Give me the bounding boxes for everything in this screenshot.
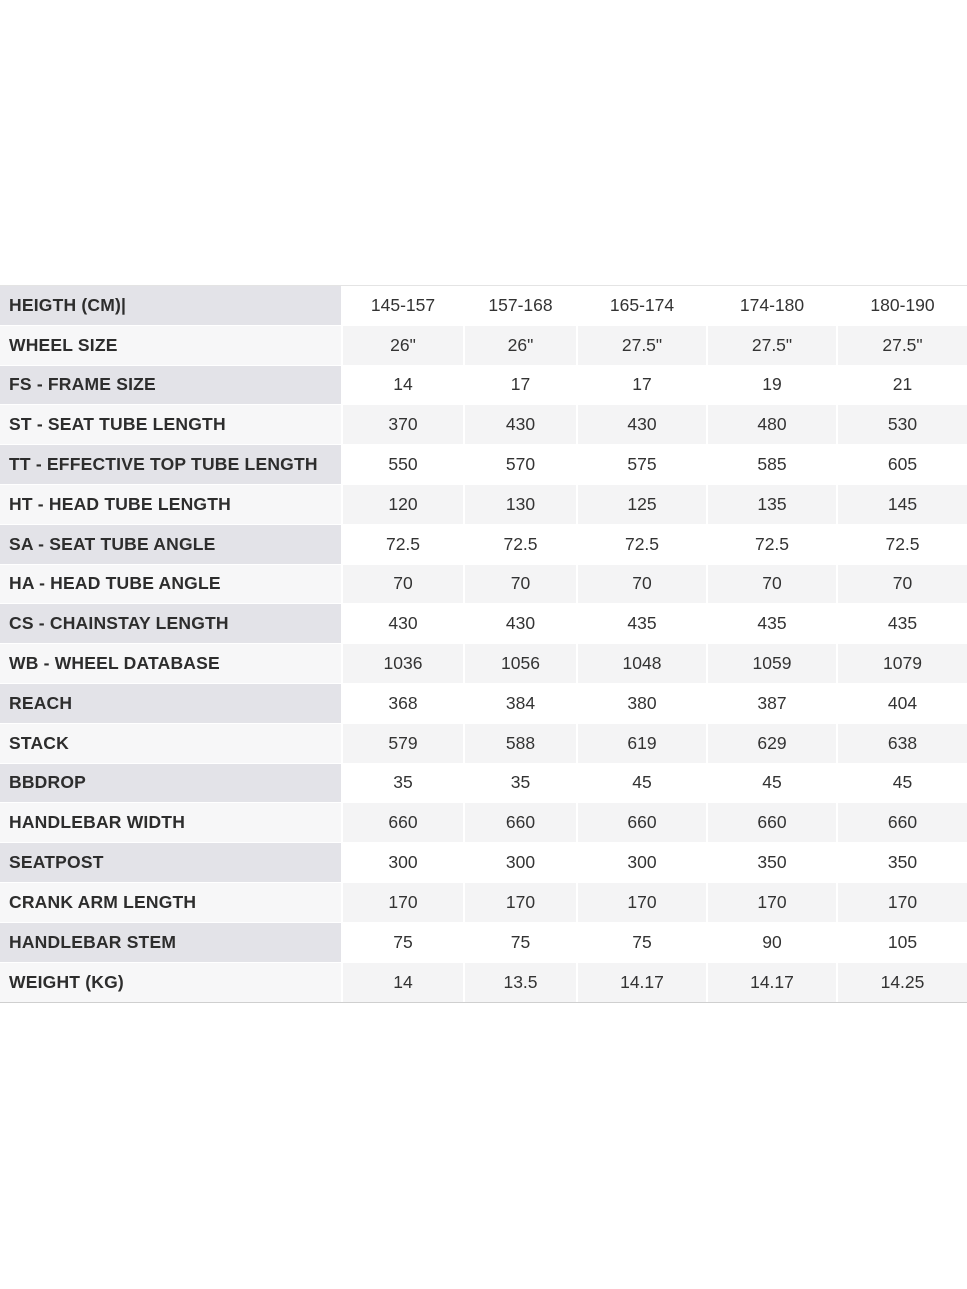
table-cell: 125 [576, 485, 706, 524]
table-cell: 14 [341, 366, 463, 405]
table-cell: 105 [836, 923, 967, 962]
table-cell: 174-180 [706, 286, 836, 325]
row-label: HANDLEBAR WIDTH [0, 803, 341, 842]
table-row [0, 405, 967, 445]
table-cell: 26" [341, 326, 463, 365]
table-row [0, 604, 967, 644]
table-cell: 170 [463, 883, 576, 922]
row-label: SEATPOST [0, 843, 341, 882]
table-cell: 384 [463, 684, 576, 723]
table-cell: 45 [836, 764, 967, 803]
table-cell: 145 [836, 485, 967, 524]
table-row [0, 644, 967, 684]
row-label: HANDLEBAR STEM [0, 923, 341, 962]
table-cell: 35 [463, 764, 576, 803]
table-cell: 585 [706, 445, 836, 484]
table-row [0, 485, 967, 525]
table-cell: 13.5 [463, 963, 576, 1003]
table-cell: 300 [576, 843, 706, 882]
row-label: REACH [0, 684, 341, 723]
table-cell: 27.5" [706, 326, 836, 365]
table-row [0, 286, 967, 326]
table-row [0, 923, 967, 963]
table-cell: 435 [836, 604, 967, 643]
table-row [0, 843, 967, 883]
table-cell: 75 [576, 923, 706, 962]
table-cell: 14.17 [576, 963, 706, 1003]
row-label: TT - EFFECTIVE TOP TUBE LENGTH [0, 445, 341, 484]
row-label: HT - HEAD TUBE LENGTH [0, 485, 341, 524]
table-row [0, 883, 967, 923]
table-cell: 70 [576, 565, 706, 604]
table-cell: 72.5 [706, 525, 836, 564]
table-cell: 660 [341, 803, 463, 842]
row-label: HA - HEAD TUBE ANGLE [0, 565, 341, 604]
table-cell: 660 [836, 803, 967, 842]
table-cell: 170 [836, 883, 967, 922]
table-cell: 660 [576, 803, 706, 842]
row-label: WHEEL SIZE [0, 326, 341, 365]
table-cell: 75 [341, 923, 463, 962]
table-cell: 75 [463, 923, 576, 962]
table-cell: 380 [576, 684, 706, 723]
table-cell: 120 [341, 485, 463, 524]
table-cell: 170 [341, 883, 463, 922]
table-row [0, 445, 967, 485]
table-row [0, 366, 967, 406]
row-label: STACK [0, 724, 341, 763]
table-cell: 387 [706, 684, 836, 723]
table-cell: 1056 [463, 644, 576, 683]
table-cell: 19 [706, 366, 836, 405]
row-label: FS - FRAME SIZE [0, 366, 341, 405]
table-cell: 90 [706, 923, 836, 962]
table-row [0, 525, 967, 565]
table-cell: 660 [706, 803, 836, 842]
table-cell: 550 [341, 445, 463, 484]
table-cell: 165-174 [576, 286, 706, 325]
table-cell: 26" [463, 326, 576, 365]
geometry-table [0, 285, 967, 1003]
row-label: CS - CHAINSTAY LENGTH [0, 604, 341, 643]
table-cell: 579 [341, 724, 463, 763]
table-row [0, 684, 967, 724]
table-cell: 70 [341, 565, 463, 604]
table-cell: 35 [341, 764, 463, 803]
table-cell: 170 [706, 883, 836, 922]
table-cell: 14 [341, 963, 463, 1003]
table-cell: 27.5" [576, 326, 706, 365]
table-cell: 72.5 [576, 525, 706, 564]
table-cell: 17 [576, 366, 706, 405]
table-cell: 605 [836, 445, 967, 484]
table-cell: 629 [706, 724, 836, 763]
table-row [0, 724, 967, 764]
table-cell: 435 [576, 604, 706, 643]
table-row [0, 565, 967, 605]
row-label: HEIGTH (CM)| [0, 286, 341, 325]
row-label: CRANK ARM LENGTH [0, 883, 341, 922]
table-cell: 430 [341, 604, 463, 643]
table-cell: 45 [576, 764, 706, 803]
table-cell: 70 [706, 565, 836, 604]
table-row [0, 764, 967, 804]
table-cell: 14.25 [836, 963, 967, 1003]
table-cell: 350 [706, 843, 836, 882]
table-cell: 660 [463, 803, 576, 842]
table-cell: 21 [836, 366, 967, 405]
table-cell: 300 [341, 843, 463, 882]
table-cell: 70 [463, 565, 576, 604]
table-cell: 130 [463, 485, 576, 524]
row-label: SA - SEAT TUBE ANGLE [0, 525, 341, 564]
table-cell: 368 [341, 684, 463, 723]
table-cell: 570 [463, 445, 576, 484]
table-cell: 135 [706, 485, 836, 524]
table-cell: 430 [576, 405, 706, 444]
table-cell: 350 [836, 843, 967, 882]
table-cell: 72.5 [341, 525, 463, 564]
table-row [0, 963, 967, 1003]
row-label: WEIGHT (KG) [0, 963, 341, 1003]
table-cell: 430 [463, 405, 576, 444]
table-cell: 530 [836, 405, 967, 444]
table-cell: 370 [341, 405, 463, 444]
table-cell: 435 [706, 604, 836, 643]
table-cell: 70 [836, 565, 967, 604]
row-label: WB - WHEEL DATABASE [0, 644, 341, 683]
table-cell: 170 [576, 883, 706, 922]
table-cell: 1048 [576, 644, 706, 683]
table-cell: 1036 [341, 644, 463, 683]
table-cell: 430 [463, 604, 576, 643]
table-cell: 72.5 [463, 525, 576, 564]
table-cell: 300 [463, 843, 576, 882]
table-cell: 45 [706, 764, 836, 803]
table-cell: 619 [576, 724, 706, 763]
table-cell: 180-190 [836, 286, 967, 325]
table-cell: 27.5" [836, 326, 967, 365]
table-cell: 575 [576, 445, 706, 484]
table-cell: 404 [836, 684, 967, 723]
table-cell: 480 [706, 405, 836, 444]
table-cell: 1079 [836, 644, 967, 683]
table-cell: 17 [463, 366, 576, 405]
table-cell: 638 [836, 724, 967, 763]
table-row [0, 326, 967, 366]
table-row [0, 803, 967, 843]
table-cell: 72.5 [836, 525, 967, 564]
row-label: BBDROP [0, 764, 341, 803]
table-cell: 157-168 [463, 286, 576, 325]
row-label: ST - SEAT TUBE LENGTH [0, 405, 341, 444]
table-cell: 145-157 [341, 286, 463, 325]
table-cell: 588 [463, 724, 576, 763]
table-cell: 1059 [706, 644, 836, 683]
table-cell: 14.17 [706, 963, 836, 1003]
